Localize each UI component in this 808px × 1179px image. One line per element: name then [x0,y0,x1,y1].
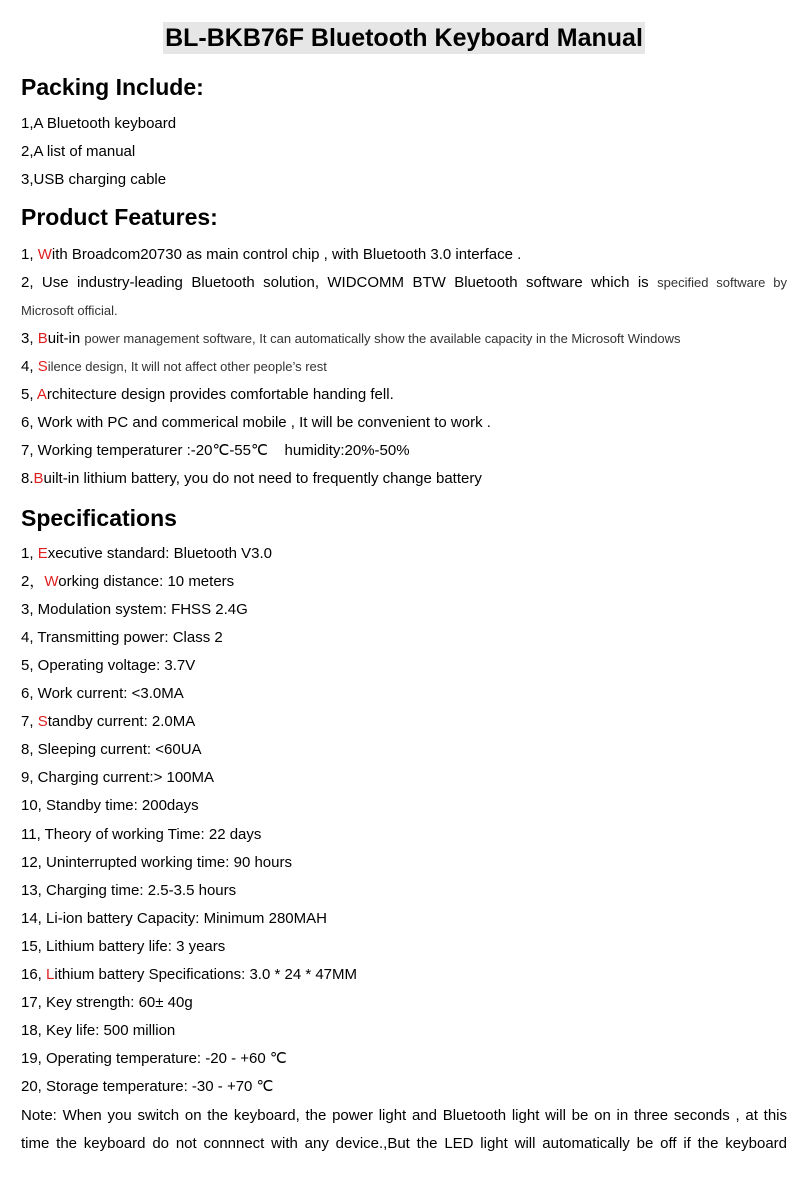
spec-item: 9, Charging current:> 100MA [21,769,215,786]
page-title: BL-BKB76F Bluetooth Keyboard Manual [165,24,643,52]
spec-item: 20, Storage temperature: -30 - +70 ℃ [21,1078,274,1095]
spec-item: 3, Modulation system: FHSS 2.4G [21,601,248,618]
feature-item: 3, Buit-in power management software, It can automatically show the available capacity in the Microsoft Windows [21,330,681,347]
title-wrap [0,22,808,54]
features-heading: Product Features: [21,204,218,230]
spec-item: 13, Charging time: 2.5-3.5 hours [21,882,237,899]
packing-item: 1,A Bluetooth keyboard [21,115,177,132]
spec-item: 15, Lithium battery life: 3 years [21,938,226,955]
feature-item: 7, Working temperaturer :-20℃-55℃ humidity:20%-50% [21,442,410,459]
spec-item: 11, Theory of working Time: 22 days [21,826,262,843]
spec-item: 5, Operating voltage: 3.7V [21,657,196,674]
specs-heading: Specifications [21,505,177,531]
feature-item: 4, Silence design, It will not affect other people’s rest [21,358,327,375]
feature-item: 1, With Broadcom20730 as main control chip , with Bluetooth 3.0 interface . [21,246,522,263]
feature-item-continued: Microsoft official. [21,303,118,318]
feature-item: 8.Built-in lithium battery, you do not need to frequently change battery [21,470,482,487]
spec-item: 1, Executive standard: Bluetooth V3.0 [21,545,273,562]
note-line: Note: When you switch on the keyboard, the power light and Bluetooth light will be on in three seconds , at this [21,1107,787,1124]
feature-item: 5, Architecture design provides comfortable handing fell. [21,386,394,403]
spec-item: 6, Work current: <3.0MA [21,685,184,702]
spec-item: 8, Sleeping current: <60UA [21,741,202,758]
spec-item: 2，Working distance: 10 meters [21,573,235,590]
packing-heading: Packing Include: [21,74,204,100]
note-line: time the keyboard do not connnect with any device.,But the LED light will automatically be off if the keyboard [21,1135,787,1152]
spec-item: 14, Li-ion battery Capacity: Minimum 280MAH [21,910,327,927]
spec-item: 10, Standby time: 200days [21,797,199,814]
spec-item: 17, Key strength: 60± 40g [21,994,193,1011]
packing-item: 2,A list of manual [21,143,136,160]
spec-item: 4, Transmitting power: Class 2 [21,629,223,646]
feature-item: 6, Work with PC and commerical mobile , It will be convenient to work . [21,414,491,431]
feature-item: 2, Use industry-leading Bluetooth solution, WIDCOMM BTW Bluetooth software which is specified software by [21,274,787,291]
spec-item: 16, Lithium battery Specifications: 3.0 * 24 * 47MM [21,966,358,983]
spec-item: 7, Standby current: 2.0MA [21,713,196,730]
spec-item: 12, Uninterrupted working time: 90 hours [21,854,292,871]
packing-item: 3,USB charging cable [21,171,167,188]
spec-item: 18, Key life: 500 million [21,1022,176,1039]
spec-item: 19, Operating temperature: -20 - +60 ℃ [21,1050,287,1067]
